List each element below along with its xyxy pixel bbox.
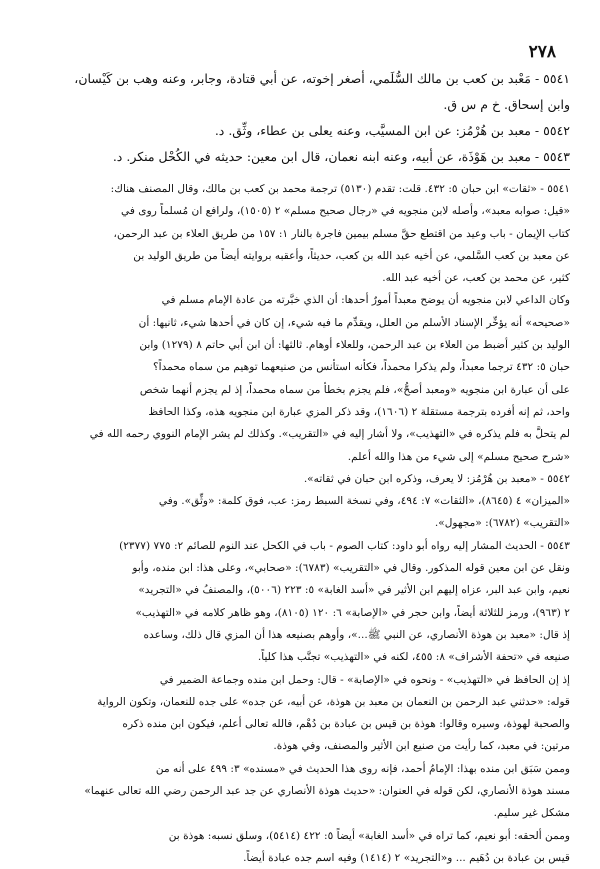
page-number: ٢٧٨ — [528, 42, 556, 62]
footnote-line: والصحبة لهوذة، وسيره وقالوا: هوذة بن قيس بن عبادة بن دُهْم، فالله تعالى أعلم، فيكون ابن منده ذكره — [122, 718, 570, 731]
footnote-line: مشكل غير سليم. — [493, 807, 570, 820]
footnote-line: ٢ (٩٦٣)، ورمز للثلاثة أيضاً، وابن حجر في «الإصابة» ٦: ١٢٠ (٨١٠٥)، وهو ظاهر كلامه في «التهذيب» — [135, 606, 570, 619]
footnote-line: وكان الداعي لابن منجويه أن يوضح معبداً أمورٌ أحدها: أن الذي خبَّرته من عادة الإمام مسلم في — [161, 294, 570, 307]
footnote-line: عن معبد بن كعب السَّلمي، عن أخيه عبد الله بن كعب، حديثاً، وأعقبه بروايته أيضاً من طريق الوليد بن — [133, 249, 570, 262]
footnote-line: ٥٥٤٣ - الحديث المشار إليه رواه أبو داود: كتاب الصوم - باب في الكحل عند النوم للصائم ٢: ٧٧٥ (٢٣٧٧) — [119, 539, 570, 552]
entry-line: وابن إسحاق. خ م س ق. — [443, 97, 570, 112]
footnote-line: لم يتحلَّ به فلم يذكره في «التهذيب»، ولا أشار إليه في «التقريب». وكذلك لم يشر الإمام النووي رحمه الله في — [89, 428, 570, 441]
footnote-line: «صحيحه» أنه يؤخِّر الإسناد الأسلم من العلل، ويقدِّم ما فيه شيء، إن كان في أحدها شيء، ثانيها: أن — [138, 316, 570, 329]
entry-line: ٥٥٤١ - مَعْبد بن كعب بن مالك السُّلَمي، أصغر إخوته، عن أبي قتادة، وجابر، وعنه وهب بن كَيْسان، — [74, 71, 570, 86]
footnote-line: نعيم، وابن عبد البر، عزاه إليهم ابن الأثير في «أسد الغابة» ٥: ٢٢٣ (٥٠٠٦)، والمصنفُ في «التجريد» — [138, 584, 570, 597]
footnote-line: قيس بن عبادة بن دُهَيم ... و«التجريد» ٢ (١٤١٤) وفيه اسم جده عبادة أيضاً. — [243, 851, 570, 864]
footnote-line: مرتين: في معبد، كما رأيت من صنيع ابن الأثير والمصنف، وفي هوذة. — [273, 740, 570, 753]
footnote-line: ٥٥٤١ - «ثقات» ابن حبان ٥: ٤٣٢. قلت: تقدم (٥١٣٠) ترجمة محمد بن كعب بن مالك، وقال المصنف هناك: — [110, 183, 570, 195]
footnote-line: إذ قال: «معبد بن هوذة الأنصاري، عن النبي ﷺ...»، وأوهم بصنيعه هذا أن المزي قال ذلك، وساعده — [143, 628, 570, 641]
footnotes-section — [36, 178, 570, 869]
footnote-line: ٥٥٤٢ - «معبد بن هُرْمُز: لا يعرف، وذكره ابن حبان في ثقاته». — [303, 472, 570, 485]
footnote-line: كتاب الإيمان - باب وعيد من اقتطع حقَّ مسلم بيمين فاجرة بالنار ١: ١٥٧ من طريق العلاء بن عبد الرحمن، — [113, 227, 570, 240]
footnote-line: على أن عبارة ابن منجويه «ومعبد أصحُّ»، فلم يجزم بخطأ من سماه محمداً، إذ لم يجزم أنهما شخص — [139, 383, 570, 396]
footnote-line: «التقريب» (٦٧٨٢): «مجهول». — [434, 517, 570, 530]
footnote-line: إذ إن الحافظ في «التهذيب» - ونحوه في «الإصابة» - قال: وحمل ابن منده وجماعة الضمير في — [159, 673, 570, 686]
entry-line: ٥٥٤٣ - معبد بن هَوْذَة، عن أبيه، وعنه ابنه نعمان، قال ابن معين: حديثه في الكُحْل منكر. د. — [112, 149, 570, 164]
footnote-line: قوله: «حدثني عبد الرحمن بن النعمان بن معبد بن هوذة، عن أبيه، عن جده» على جده للنعمان، وتكون الرواية — [97, 695, 570, 708]
footnote-line: «قيل: صوابه معبد»، وأصله لابن منجويه في «رجال صحيح مسلم» ٢ (١٥٠٥)، ولرافع ان مُسلماً روى في — [121, 205, 570, 218]
footnote-line: «شرح صحيح مسلم» إلى شيء من هذا والله أعلم. — [347, 450, 570, 463]
footnote-line: «الميزان» ٤ (٨٦٤٥)، «الثقات» ٧: ٤٩٤، وفي نسخة السبط رمز: عب، فوق كلمة: «وثِّق». وفي — [158, 495, 570, 508]
footnote-line: كثير، عن محمد بن كعب، عن أخيه عبد الله. — [382, 272, 570, 285]
footnote-divider — [414, 169, 570, 170]
footnote-line: واحد، ثم إنه أفرده بترجمة مستقلة ٢ (١٦٠٦)، وقد ذكر المزي عبارة ابن منجويه هذه، وكذا الحافظ — [148, 405, 570, 418]
entry-line: ٥٥٤٢ - معبد بن هُرْمُز: عن ابن المسيَّب، وعنه يعلى بن عطاء، وثِّق. د. — [214, 123, 570, 138]
footnote-line: الوليد بن كثير أضبط من العلاء بن عبد الرحمن، وللعلاء أوهام. ثالثها: أن ابن أبي حاتم ٨ (١٢٧٩) وابن — [139, 339, 570, 352]
footnote-line: صنيعه في «تحفة الأشراف» ٨: ٤٥٥، لكنه في «التهذيب» تجنَّب هذا كلياً. — [257, 651, 570, 664]
footnote-line: حبان ٥: ٤٣٢ ترجما معبداً، ولم يذكرا محمداً، فكأنه استأنس من صنيعهما توهيم من سماه محمداً؟ — [153, 361, 570, 374]
footnote-line: مسند هوذة الأنصاري، لكن قوله في العنوان: «حديث هوذة الأنصاري عن جد عبد الرحمن رضي الله تعالى عنهما» — [84, 785, 570, 798]
entries-section — [36, 66, 570, 170]
footnote-line: وممن ألحقه: أبو نعيم، كما تراه في «أسد الغابة» أيضاً ٥: ٤٢٢ (٥٤١٤)، وسلق نسبه: هوذة بن — [168, 829, 570, 842]
footnote-line: وممن سَبَق ابن منده بهذا: الإمامُ أحمد، فإنه روى هذا الحديث في «مسنده» ٣: ٤٩٩ على أنه من — [155, 762, 570, 775]
footnote-line: ونقل عن ابن معين قوله المذكور. وقال في «التقريب» (٦٧٨٣): «صحابي»، وعلى هذا: ابن منده، وأبو — [132, 562, 570, 575]
